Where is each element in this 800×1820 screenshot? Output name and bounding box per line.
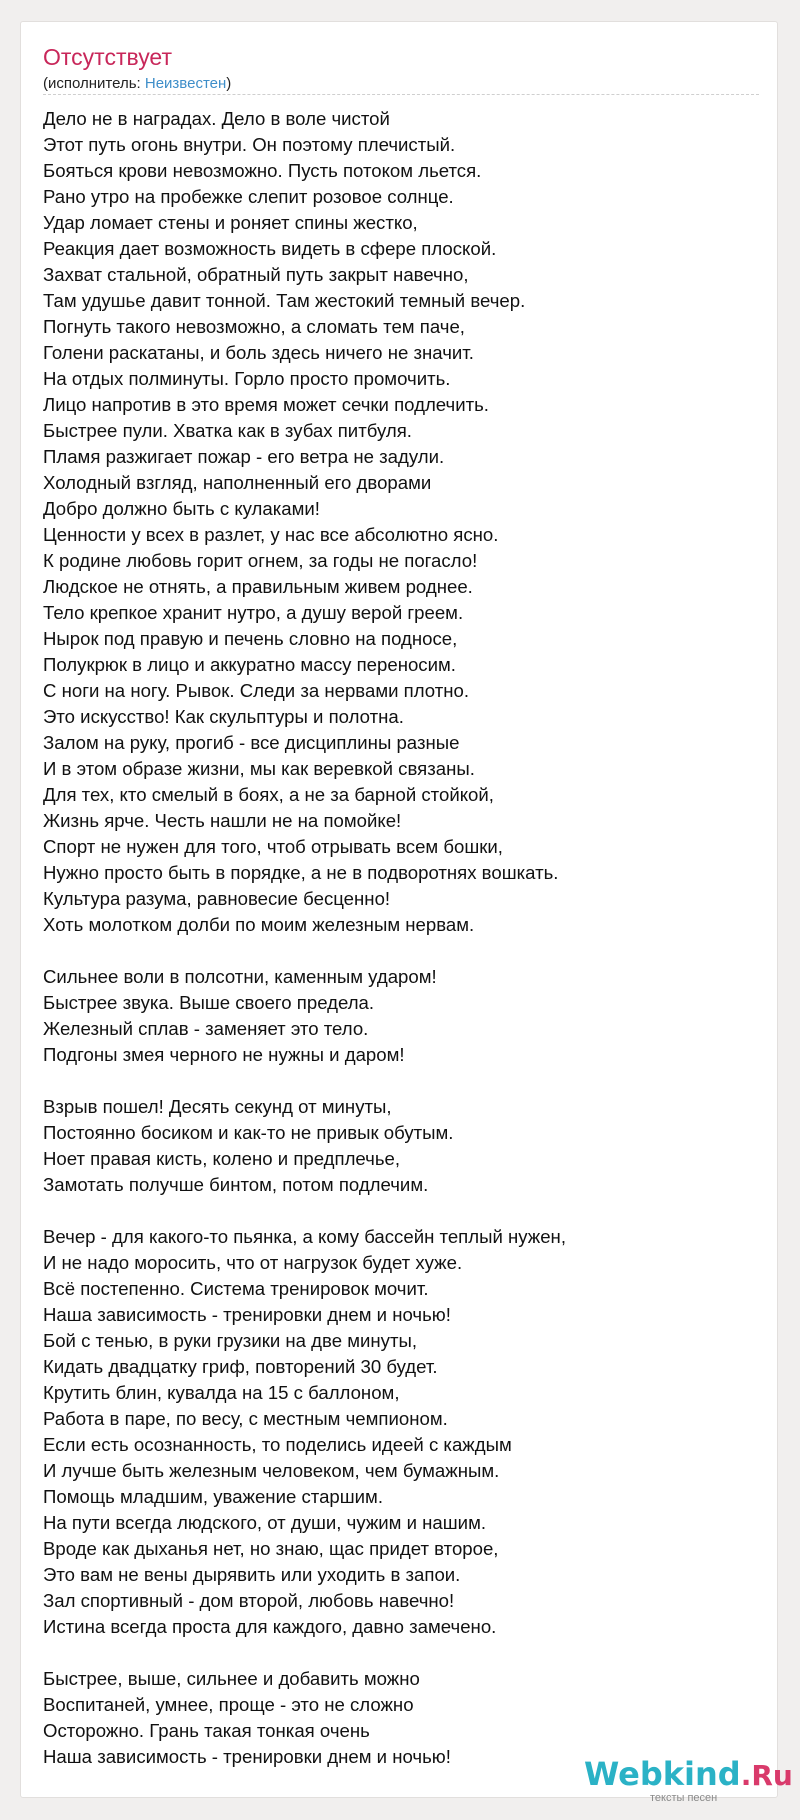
lyrics-line: Всё постепенно. Система тренировок мочит.	[43, 1278, 429, 1299]
lyrics-line: Бояться крови невозможно. Пусть потоком льется.	[43, 160, 482, 181]
lyrics-line: Наша зависимость - тренировки днем и ночью!	[43, 1746, 451, 1767]
lyrics-line: Нужно просто быть в порядке, а не в подворотнях вошкать.	[43, 862, 559, 883]
site-logo[interactable]	[584, 1755, 793, 1804]
lyrics-line: Сильнее воли в полсотни, каменным ударом!	[43, 966, 437, 987]
lyrics-line: Нырок под правую и печень словно на подносе,	[43, 628, 458, 649]
lyrics-line: Вечер - для какого-то пьянка, а кому бассейн теплый нужен,	[43, 1226, 566, 1247]
lyrics-line: Железный сплав - заменяет это тело.	[43, 1018, 369, 1039]
lyrics-line: Бой с тенью, в руки грузики на две минуты,	[43, 1330, 417, 1351]
lyrics-line: Зал спортивный - дом второй, любовь навечно!	[43, 1590, 455, 1611]
logo-wordmark	[584, 1756, 793, 1794]
lyrics-body	[43, 106, 763, 1796]
lyrics-line: Замотать получше бинтом, потом подлечим.	[43, 1174, 429, 1195]
lyrics-line: Воспитаней, умнее, проще - это не сложно	[43, 1694, 414, 1715]
song-meta	[43, 75, 231, 92]
lyrics-line: Наша зависимость - тренировки днем и ночью!	[43, 1304, 451, 1325]
lyrics-line: И лучше быть железным человеком, чем бумажным.	[43, 1460, 500, 1481]
lyrics-line: Постоянно босиком и как-то не привык обутым.	[43, 1122, 454, 1143]
lyrics-line: Подгоны змея черного не нужны и даром!	[43, 1044, 405, 1065]
lyrics-line: Холодный взгляд, наполненный его дворами	[43, 472, 432, 493]
lyrics-line: Если есть осознанность, то поделись идеей с каждым	[43, 1434, 512, 1455]
lyrics-line: Голени раскатаны, и боль здесь ничего не значит.	[43, 342, 474, 363]
lyrics-line: Вроде как дыханья нет, но знаю, щас придет второе,	[43, 1538, 499, 1559]
lyrics-line: Помощь младшим, уважение старшим.	[43, 1486, 384, 1507]
lyrics-line: К родине любовь горит огнем, за годы не погасло!	[43, 550, 478, 571]
lyrics-line: На пути всегда людского, от души, чужим и нашим.	[43, 1512, 487, 1533]
lyrics-line: Жизнь ярче. Честь нашли не на помойке!	[43, 810, 402, 831]
lyrics-line: Рано утро на пробежке слепит розовое солнце.	[43, 186, 454, 207]
lyrics-line: Крутить блин, кувалда на 15 с баллоном,	[43, 1382, 400, 1403]
lyrics-line: Культура разума, равновесие бесценно!	[43, 888, 391, 909]
lyrics-line: Для тех, кто смелый в боях, а не за барной стойкой,	[43, 784, 494, 805]
logo-tld: .Ru	[740, 1759, 793, 1792]
lyrics-line: Добро должно быть с кулаками!	[43, 498, 320, 519]
lyrics-line: Ноет правая кисть, колено и предплечье,	[43, 1148, 401, 1169]
lyrics-line: Быстрее, выше, сильнее и добавить можно	[43, 1668, 420, 1689]
meta-prefix: (исполнитель:	[43, 75, 145, 92]
lyrics-line: Тело крепкое хранит нутро, а душу верой греем.	[43, 602, 464, 623]
lyrics-line: Погнуть такого невозможно, а сломать тем паче,	[43, 316, 465, 337]
lyrics-line: Работа в паре, по весу, с местным чемпионом.	[43, 1408, 448, 1429]
meta-suffix: )	[226, 75, 232, 92]
lyrics-line: Спорт не нужен для того, чтоб отрывать всем бошки,	[43, 836, 503, 857]
lyrics-stanza	[43, 1224, 763, 1640]
lyrics-line: Реакция дает возможность видеть в сфере плоской.	[43, 238, 497, 259]
lyrics-line: И в этом образе жизни, мы как веревкой связаны.	[43, 758, 475, 779]
lyrics-line: Быстрее пули. Хватка как в зубах питбуля.	[43, 420, 412, 441]
artist-link[interactable]: Неизвестен	[144, 75, 227, 92]
lyrics-card	[20, 21, 793, 1804]
lyrics-line: Хоть молотком долби по моим железным нервам.	[43, 914, 475, 935]
lyrics-line: На отдых полминуты. Горло просто промочить.	[43, 368, 451, 389]
song-title: Отсутствует	[43, 44, 172, 70]
logo-subtitle: тексты песен	[650, 1792, 718, 1804]
lyrics-line: Дело не в наградах. Дело в воле чистой	[43, 108, 390, 129]
lyrics-stanza	[43, 106, 763, 938]
lyrics-line: Там удушье давит тонной. Там жестокий темный вечер.	[43, 290, 526, 311]
lyrics-line: Удар ломает стены и роняет спины жестко,	[43, 212, 418, 233]
lyrics-line: Истина всегда проста для каждого, давно замечено.	[43, 1616, 497, 1637]
lyrics-line: Это вам не вены дырявить или уходить в запои.	[43, 1564, 461, 1585]
lyrics-line: Людское не отнять, а правильным живем роднее.	[43, 576, 473, 597]
lyrics-line: Осторожно. Грань такая тонкая очень	[43, 1720, 370, 1741]
lyrics-line: Кидать двадцатку гриф, повторений 30 будет.	[43, 1356, 438, 1377]
lyrics-line: И не надо моросить, что от нагрузок будет хуже.	[43, 1252, 463, 1273]
lyrics-line: Залом на руку, прогиб - все дисциплины разные	[43, 732, 460, 753]
lyrics-line: Быстрее звука. Выше своего предела.	[43, 992, 375, 1013]
lyrics-line: С ноги на ногу. Рывок. Следи за нервами плотно.	[43, 680, 470, 701]
logo-main-text: Webkind	[584, 1755, 741, 1793]
lyrics-line: Захват стальной, обратный путь закрыт навечно,	[43, 264, 469, 285]
lyrics-line: Ценности у всех в разлет, у нас все абсолютно ясно.	[43, 524, 499, 545]
divider	[43, 94, 759, 95]
lyrics-line: Полукрюк в лицо и аккуратно массу переносим.	[43, 654, 456, 675]
lyrics-line: Взрыв пошел! Десять секунд от минуты,	[43, 1096, 392, 1117]
lyrics-stanza	[43, 964, 763, 1068]
lyrics-line: Пламя разжигает пожар - его ветра не задули.	[43, 446, 445, 467]
lyrics-stanza	[43, 1094, 763, 1198]
lyrics-line: Это искусство! Как скульптуры и полотна.	[43, 706, 404, 727]
lyrics-line: Лицо напротив в это время может сечки подлечить.	[43, 394, 489, 415]
lyrics-line: Этот путь огонь внутри. Он поэтому плечистый.	[43, 134, 456, 155]
